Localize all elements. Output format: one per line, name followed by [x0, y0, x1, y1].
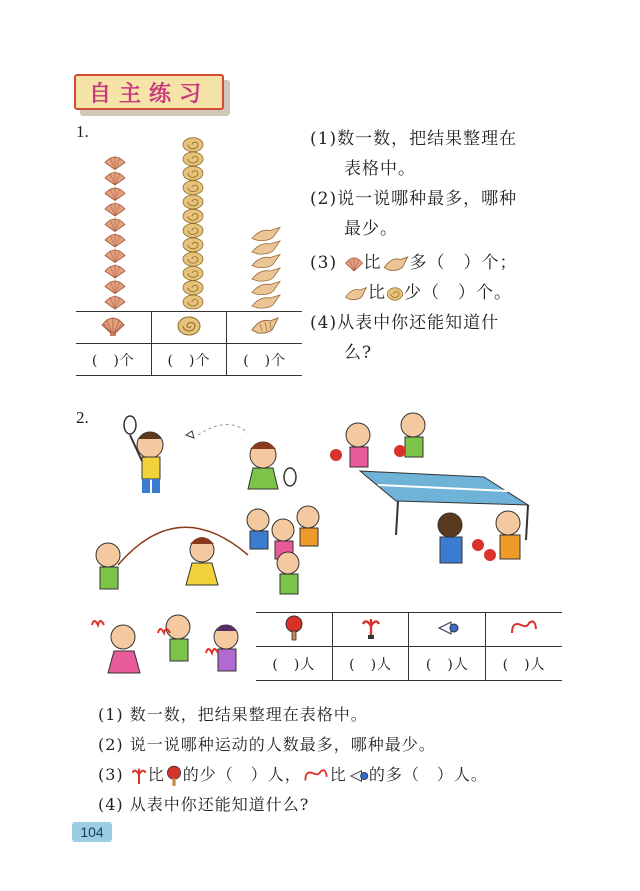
snail-shell-icon	[386, 286, 404, 302]
snail-shell-icon	[183, 152, 203, 166]
scallop-shell-icon	[105, 218, 125, 232]
scallop-shell-icon	[105, 187, 125, 201]
part-text: 最少。	[344, 219, 398, 239]
section-title: 自主练习	[88, 81, 209, 107]
part-text: 从表中你还能知道什	[337, 313, 500, 333]
part-text: 多（ ）个；	[409, 253, 518, 273]
part-text: 表格中。	[344, 159, 416, 179]
q2-part-4	[98, 790, 618, 820]
question-1-number: 1.	[76, 122, 89, 141]
jump-rope-icon	[302, 768, 330, 784]
part-text: 数一数，把结果整理在	[337, 129, 518, 149]
part-text: 比	[147, 765, 165, 784]
q1-icon-cell	[151, 312, 227, 344]
conch-shell-icon	[252, 282, 280, 295]
q2-icon-cell	[256, 613, 332, 647]
scallop-shell-icon	[100, 315, 126, 337]
q1-answer-cell[interactable]: ( )个	[151, 344, 227, 376]
part-label: (3)	[310, 253, 338, 273]
part-label: (2)	[98, 735, 124, 754]
conch-shell-icon	[252, 268, 280, 281]
part-text: 比	[363, 253, 382, 273]
q1-part-3	[310, 248, 610, 308]
scallop-shell-icon	[105, 156, 125, 170]
conch-shell-icon	[250, 316, 280, 336]
page-number: 104	[72, 822, 112, 842]
snail-shell-icon	[183, 138, 203, 152]
part-text: 从表中你还能知道什么?	[129, 795, 310, 814]
part-text: 说一说哪种最多，哪种	[337, 189, 518, 209]
q2-answer-cell[interactable]: ( )人	[409, 647, 486, 681]
q1-part-1	[310, 124, 610, 184]
snail-shell-icon	[183, 209, 203, 223]
snail-shell-icon	[183, 224, 203, 238]
part-label: (3)	[98, 765, 124, 784]
table-tennis-paddle-icon	[165, 765, 183, 787]
question-2-number: 2.	[76, 408, 89, 427]
q1-answer-cell[interactable]: ( )个	[76, 344, 151, 376]
part-text: 比	[329, 765, 347, 784]
snail-shell-icon	[183, 195, 203, 209]
q2-part-3	[98, 760, 618, 790]
q2-part-1	[98, 700, 618, 730]
scallop-shell-icon	[105, 171, 125, 185]
part-text: 数一数，把结果整理在表格中。	[129, 705, 368, 724]
q2-icon-cell	[332, 613, 409, 647]
scallop-shell-icon	[105, 233, 125, 247]
snail-shell-icon	[183, 181, 203, 195]
q1-icon-cell	[76, 312, 151, 344]
snail-shell-icon	[183, 252, 203, 266]
q2-answer-cell[interactable]: ( )人	[486, 647, 562, 681]
badminton-shuttlecock-icon	[347, 768, 369, 784]
part-label: (4)	[98, 795, 124, 814]
part-text: 的多（ ）人。	[368, 765, 488, 784]
part-label: (1)	[310, 129, 338, 149]
q1-icon-cell	[227, 312, 302, 344]
q2-answer-cell[interactable]: ( )人	[332, 647, 409, 681]
snail-shell-icon	[183, 238, 203, 252]
q2-answer-cell[interactable]: ( )人	[256, 647, 332, 681]
part-label: (2)	[310, 189, 338, 209]
jump-rope-icon	[509, 619, 539, 637]
q2-parts	[98, 700, 618, 820]
snail-shell-icon	[183, 295, 203, 309]
q1-answer-cell[interactable]: ( )个	[227, 344, 302, 376]
part-text: 比	[368, 283, 386, 303]
part-text: 少（ ）个。	[404, 283, 512, 303]
scallop-shell-icon	[105, 249, 125, 263]
q1-parts	[310, 124, 610, 368]
q1-part-4	[310, 308, 610, 368]
badge-face	[74, 74, 224, 110]
conch-shell-icon	[252, 295, 280, 308]
part-label: (1)	[98, 705, 124, 724]
conch-shell-icon	[252, 241, 280, 254]
q2-icon-cell	[409, 613, 486, 647]
snail-shell-icon	[183, 266, 203, 280]
snail-shell-icon	[183, 166, 203, 180]
badminton-shuttlecock-icon	[435, 619, 459, 637]
q2-icon-cell	[486, 613, 562, 647]
q2-part-2	[98, 730, 618, 760]
table-tennis-paddle-icon	[283, 615, 305, 641]
table-tennis-kids	[330, 413, 528, 563]
conch-shell-icon	[252, 255, 280, 268]
scallop-shell-stack	[100, 145, 130, 310]
section-badge	[74, 74, 234, 116]
shuttlecock-kick-icon	[360, 616, 382, 640]
snail-shell-stack	[178, 132, 208, 310]
scallop-shell-icon	[105, 202, 125, 216]
jump-rope-kids	[96, 506, 319, 594]
conch-shell-icon	[344, 286, 368, 302]
snail-shell-icon	[176, 315, 202, 337]
scallop-shell-icon	[344, 255, 364, 273]
snail-shell-icon	[183, 281, 203, 295]
scallop-shell-icon	[105, 295, 125, 309]
conch-shell-stack	[250, 222, 282, 310]
badminton-kids	[124, 416, 296, 493]
scallop-shell-icon	[105, 264, 125, 278]
part-label: (4)	[310, 313, 338, 333]
q1-part-2	[310, 184, 610, 244]
part-text: 么?	[344, 343, 373, 363]
part-text: 的少（ ）人，	[182, 765, 302, 784]
q1-tally-table	[76, 311, 302, 376]
part-text: 说一说哪种运动的人数最多，哪种最少。	[129, 735, 436, 754]
q2-tally-table	[256, 612, 562, 681]
scallop-shell-icon	[105, 280, 125, 294]
conch-shell-icon	[382, 255, 410, 273]
shuttlecock-kick-icon	[130, 766, 148, 786]
conch-shell-icon	[252, 228, 280, 241]
shuttlecock-kick-kids	[92, 615, 238, 673]
